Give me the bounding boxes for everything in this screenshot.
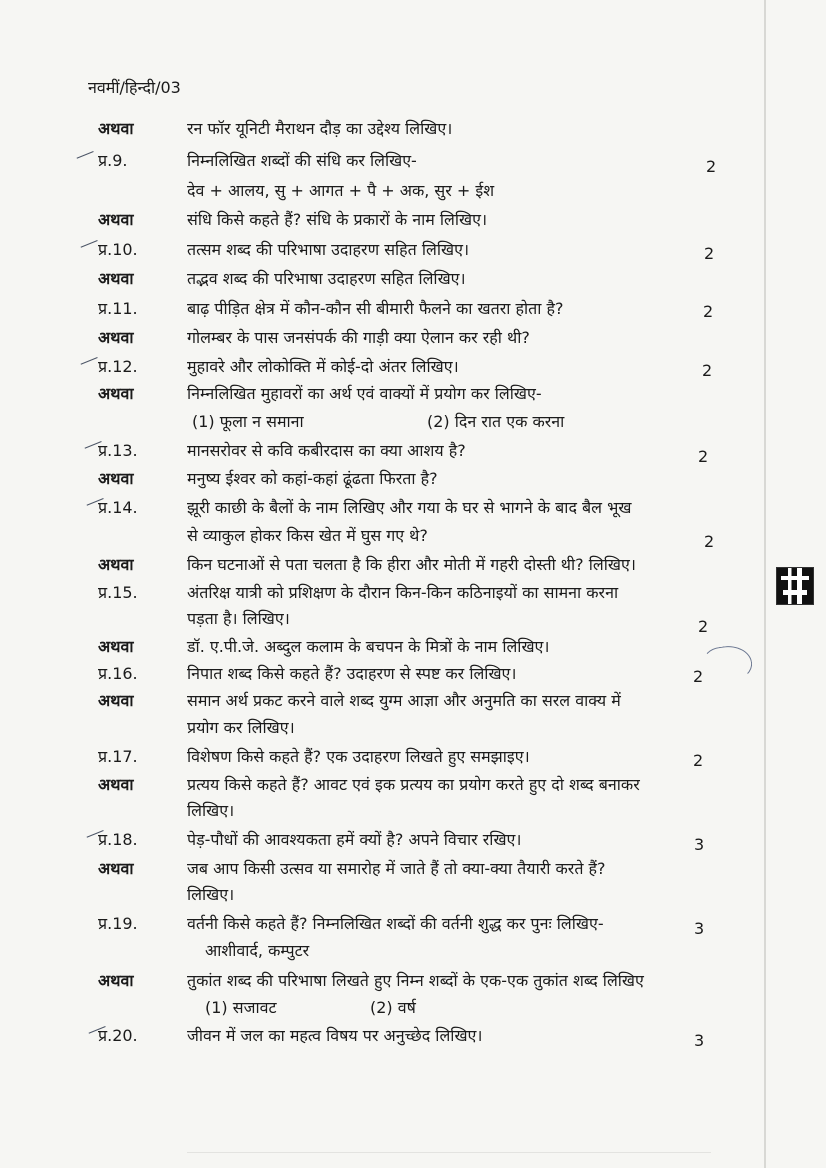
- row-text: झूरी काछी के बैलों के नाम लिखिए और गया के घर से भागने के बाद बैल भूख: [187, 498, 632, 517]
- question-row: [0, 116, 826, 146]
- row-text: वर्तनी किसे कहते हैं? निम्नलिखित शब्दों की वर्तनी शुद्ध कर पुनः लिखिए-: [187, 914, 604, 933]
- row-marks: 2: [704, 532, 715, 551]
- row-text: मनुष्य ईश्वर को कहां-कहां ढूंढता फिरता है?: [187, 469, 438, 488]
- row-label: अथवा: [98, 119, 134, 138]
- row-marks: 2: [706, 157, 717, 176]
- row-text: लिखिए।: [187, 801, 235, 820]
- row-text: मानसरोवर से कवि कबीरदास का क्या आशय है?: [187, 441, 466, 460]
- row-text: डॉ. ए.पी.जे. अब्दुल कलाम के बचपन के मित्रों के नाम लिखिए।: [187, 637, 550, 656]
- question-row: [0, 552, 826, 582]
- question-row: [0, 354, 826, 384]
- row-label: प्र.19.: [98, 914, 138, 933]
- question-row: [0, 882, 826, 912]
- row-text: आशीवार्द, कम्पुटर: [205, 941, 310, 960]
- options-row: [0, 995, 826, 1025]
- question-row: [0, 523, 826, 553]
- qr-code-icon: [776, 567, 814, 605]
- row-marks: 2: [702, 361, 713, 380]
- option-2: (2) वर्ष: [370, 998, 416, 1017]
- question-row: [0, 606, 826, 636]
- question-row: [0, 634, 826, 664]
- row-label: प्र.14.: [98, 498, 138, 517]
- row-label: प्र.9.: [98, 151, 128, 170]
- row-text: गोलम्बर के पास जनसंपर्क की गाड़ी क्या ऐलान कर रही थी?: [187, 328, 530, 347]
- row-text: देव + आलय, सु + आगत + पै + अक, सुर + ईश: [187, 181, 495, 200]
- question-row: [0, 495, 826, 525]
- row-text: तद्भव शब्द की परिभाषा उदाहरण सहित लिखिए।: [187, 269, 466, 288]
- row-text: संधि किसे कहते हैं? संधि के प्रकारों के नाम लिखिए।: [187, 210, 488, 229]
- row-text: निपात शब्द किसे कहते हैं? उदाहरण से स्पष्ट कर लिखिए।: [187, 664, 517, 683]
- row-label: प्र.18.: [98, 830, 138, 849]
- question-row: [0, 381, 826, 411]
- row-label: प्र.20.: [98, 1026, 138, 1045]
- row-marks: 2: [698, 617, 709, 636]
- row-text: से व्याकुल होकर किस खेत में घुस गए थे?: [187, 526, 428, 545]
- row-text: प्रत्यय किसे कहते हैं? आवट एवं इक प्रत्यय का प्रयोग करते हुए दो शब्द बनाकर: [187, 775, 640, 794]
- question-row: [0, 744, 826, 774]
- row-label: प्र.11.: [98, 299, 138, 318]
- row-text: निम्नलिखित शब्दों की संधि कर लिखिए-: [187, 151, 417, 170]
- question-row: [0, 237, 826, 267]
- row-text: पड़ता है। लिखिए।: [187, 609, 290, 628]
- question-row: [0, 466, 826, 496]
- row-text: तुकांत शब्द की परिभाषा लिखते हुए निम्न शब्दों के एक-एक तुकांत शब्द लिखिए: [187, 971, 644, 990]
- row-label: अथवा: [98, 859, 134, 878]
- row-text: जब आप किसी उत्सव या समारोह में जाते हैं तो क्या-क्या तैयारी करते हैं?: [187, 859, 606, 878]
- row-label: प्र.17.: [98, 747, 138, 766]
- row-text: जीवन में जल का महत्व विषय पर अनुच्छेद लिखिए।: [187, 1026, 483, 1045]
- row-text: पेड़-पौधों की आवश्यकता हमें क्यों है? अपने विचार रखिए।: [187, 830, 522, 849]
- row-label: अथवा: [98, 210, 134, 229]
- row-marks: 2: [703, 302, 714, 321]
- question-row: [0, 178, 826, 208]
- row-label: प्र.15.: [98, 583, 138, 602]
- question-row: [0, 296, 826, 326]
- faint-rule: [187, 1152, 711, 1153]
- row-label: अथवा: [98, 775, 134, 794]
- question-row: [0, 968, 826, 998]
- row-marks: 2: [693, 667, 704, 686]
- option-2: (2) दिन रात एक करना: [427, 412, 565, 431]
- question-row: [0, 715, 826, 745]
- question-row: [0, 827, 826, 857]
- row-label: प्र.12.: [98, 357, 138, 376]
- options-row: [0, 409, 826, 439]
- row-text: अंतरिक्ष यात्री को प्रशिक्षण के दौरान किन-किन कठिनाइयों का सामना करना: [187, 583, 619, 602]
- row-label: अथवा: [98, 328, 134, 347]
- row-text: मुहावरे और लोकोक्ति में कोई-दो अंतर लिखिए।: [187, 357, 459, 376]
- row-text: बाढ़ पीड़ित क्षेत्र में कौन-कौन सी बीमारी फैलने का खतरा होता है?: [187, 299, 564, 318]
- question-row: [0, 207, 826, 237]
- row-text: प्रयोग कर लिखिए।: [187, 718, 295, 737]
- question-row: [0, 911, 826, 941]
- question-row: [0, 148, 826, 178]
- row-marks: 3: [694, 835, 705, 854]
- question-row: [0, 798, 826, 828]
- row-label: अथवा: [98, 637, 134, 656]
- row-text: लिखिए।: [187, 885, 235, 904]
- question-row: [0, 661, 826, 691]
- row-marks: 2: [693, 751, 704, 770]
- row-text: किन घटनाओं से पता चलता है कि हीरा और मोती में गहरी दोस्ती थी? लिखिए।: [187, 555, 636, 574]
- row-label: प्र.13.: [98, 441, 138, 460]
- row-text: विशेषण किसे कहते हैं? एक उदाहरण लिखते हुए समझाइए।: [187, 747, 530, 766]
- question-row: [0, 688, 826, 718]
- option-1: (1) सजावट: [205, 998, 277, 1017]
- question-row: [0, 938, 826, 968]
- row-label: अथवा: [98, 469, 134, 488]
- row-label: अथवा: [98, 555, 134, 574]
- question-row: [0, 438, 826, 468]
- row-marks: 3: [694, 1031, 705, 1050]
- row-label: अथवा: [98, 269, 134, 288]
- row-marks: 2: [704, 244, 715, 263]
- row-label: प्र.10.: [98, 240, 138, 259]
- option-1: (1) फूला न समाना: [192, 412, 304, 431]
- question-row: [0, 1023, 826, 1053]
- row-label: अथवा: [98, 384, 134, 403]
- question-row: [0, 266, 826, 296]
- row-text: निम्नलिखित मुहावरों का अर्थ एवं वाक्यों में प्रयोग कर लिखिए-: [187, 384, 542, 403]
- row-text: तत्सम शब्द की परिभाषा उदाहरण सहित लिखिए।: [187, 240, 470, 259]
- row-label: अथवा: [98, 971, 134, 990]
- row-label: अथवा: [98, 691, 134, 710]
- row-marks: 2: [698, 447, 709, 466]
- row-marks: 3: [694, 919, 705, 938]
- row-label: प्र.16.: [98, 664, 138, 683]
- paper-header: नवमीं/हिन्दी/03: [88, 78, 181, 97]
- question-row: [0, 325, 826, 355]
- row-text: रन फॉर यूनिटी मैराथन दौड़ का उद्देश्य लिखिए।: [187, 119, 453, 138]
- row-text: समान अर्थ प्रकट करने वाले शब्द युग्म आज्ञा और अनुमति का सरल वाक्य में: [187, 691, 621, 710]
